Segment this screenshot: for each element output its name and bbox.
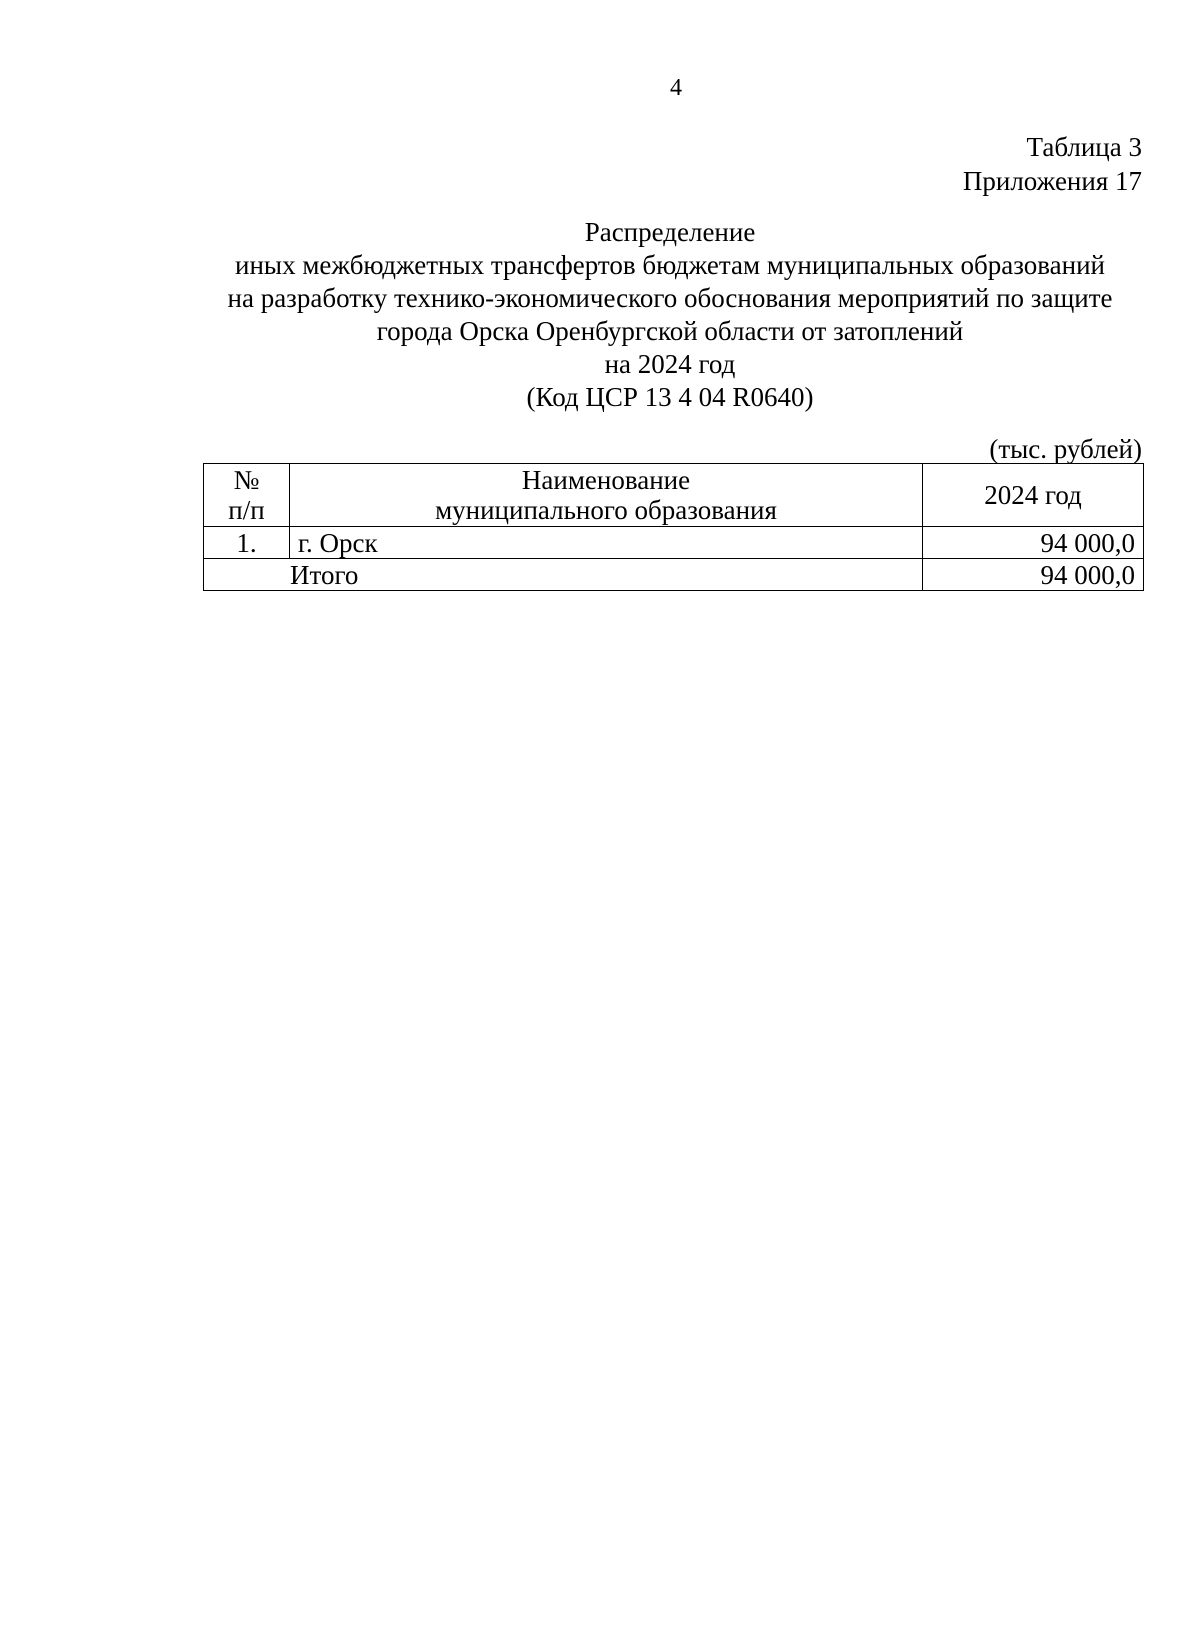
total-value: 94 000,0 [923,559,1144,591]
title-line-2: иных межбюджетных трансфертов бюджетам муниципальных образований [235,250,1105,280]
header-number: № п/п [204,464,290,527]
row-municipality: г. Орск [290,527,923,559]
appendix-reference [963,130,1142,198]
title-line-3: на разработку технико-экономического обоснования мероприятий по защите [227,283,1113,313]
table-number: Таблица 3 [1026,132,1142,162]
units-label: (тыс. рублей) [989,434,1142,464]
table-total-row [204,559,1144,591]
title-line-6: (Код ЦСР 13 4 04 R0640) [526,382,814,412]
row-value: 94 000,0 [923,527,1144,559]
page-number: 4 [670,75,682,101]
table-header-row [204,464,1144,527]
title-line-5: на 2024 год [604,349,736,379]
document-title [196,216,1144,414]
total-label: Итого [204,559,923,591]
distribution-table [203,463,1144,591]
row-number: 1. [204,527,290,559]
header-municipality-name: Наименование муниципального образования [290,464,923,527]
table-row [204,527,1144,559]
appendix-number: Приложения 17 [962,166,1142,196]
title-line-1: Распределение [584,217,756,247]
header-year: 2024 год [923,464,1144,527]
title-line-4: города Орска Оренбургской области от затоплений [376,316,964,346]
